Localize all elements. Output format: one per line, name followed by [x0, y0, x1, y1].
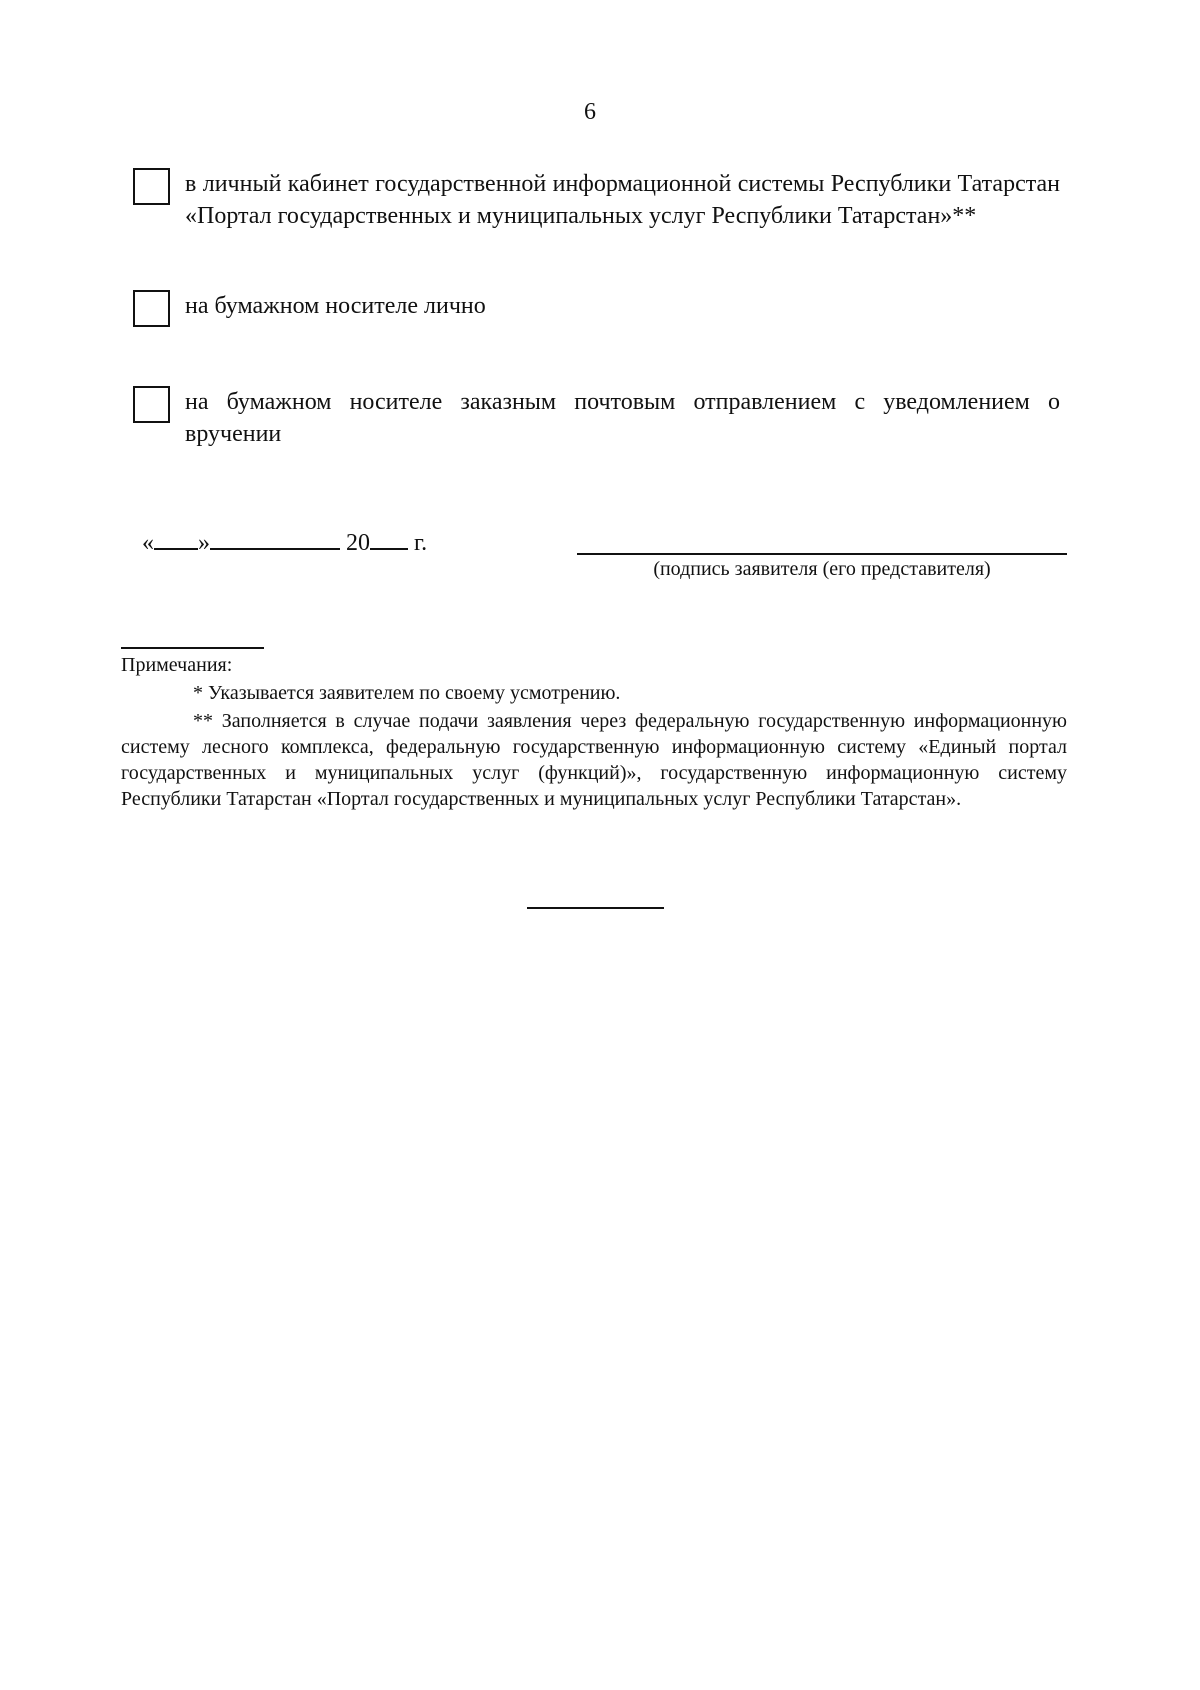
checkbox[interactable] [133, 386, 170, 423]
notes-title: Примечания: [121, 654, 233, 676]
date-open-quote: « [142, 530, 154, 556]
signature-caption: (подпись заявителя (его представителя) [653, 558, 991, 580]
date-close-quote: » [198, 530, 210, 556]
checkbox[interactable] [133, 168, 170, 205]
option-label: на бумажном носителе лично [185, 293, 486, 319]
year-blank[interactable] [370, 524, 408, 550]
month-blank[interactable] [210, 524, 340, 550]
year-suffix: г. [414, 530, 428, 556]
note-item: * Указывается заявителем по своему усмотрению. [193, 682, 621, 704]
note-item: ** Заполняется в случае подачи заявления через федеральную государственную информационную систему лесного комплекса, федеральную государственную информационную систему «Единый портал государственных и муниципальных услуг (функций)», государственную информационную систему Республики Татарстан «Портал государственных и муниципальных услуг Республики Татарстан». [121, 710, 1067, 810]
notes-divider [121, 647, 264, 649]
year-prefix: 20 [346, 530, 370, 556]
signature-line[interactable] [577, 553, 1067, 555]
end-divider [527, 907, 664, 909]
option-label: в личный кабинет государственной информационной системы Республики Татарстан «Портал государственных и муниципальных услуг Республики Татарстан»** [185, 171, 1060, 229]
page-number: 6 [584, 99, 596, 125]
checkbox[interactable] [133, 290, 170, 327]
date-field [142, 524, 427, 558]
day-blank[interactable] [154, 524, 198, 550]
option-label: на бумажном носителе заказным почтовым отправлением с уведомлением о вручении [185, 389, 1060, 447]
